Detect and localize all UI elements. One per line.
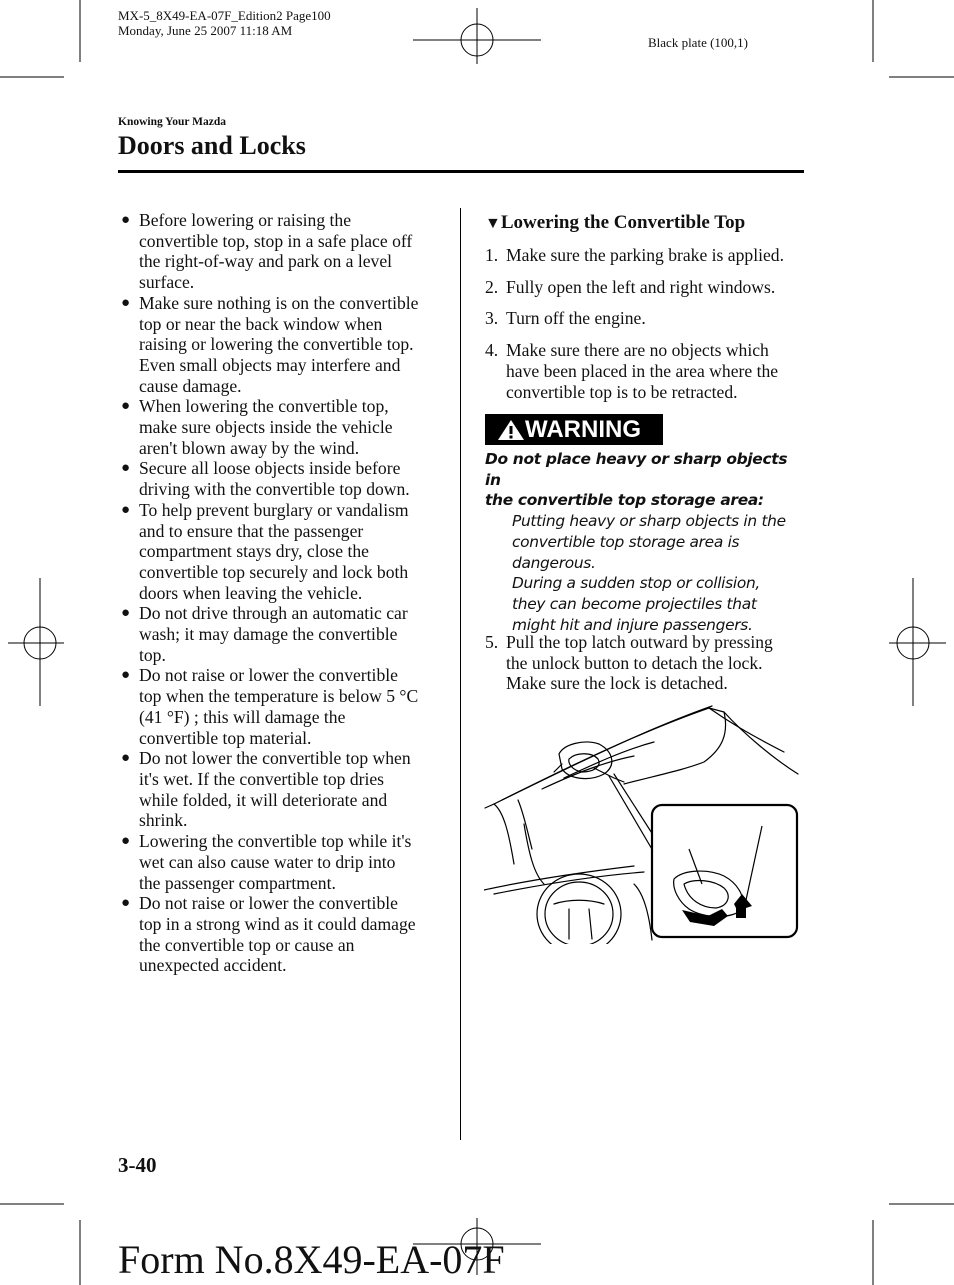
warning-label: WARNING (525, 416, 641, 443)
bullet-icon: ● (121, 750, 131, 767)
warning-text (485, 449, 805, 635)
convertible-top-latch-illustration (484, 704, 802, 944)
bullet-icon: ● (121, 398, 131, 415)
list-item: 5. Pull the top latch outward by pressing the unlock button to detach the lock. Make sure the lock is detached. (485, 632, 773, 694)
steps-list (485, 245, 805, 402)
form-number: Form No.8X49-EA-07F (118, 1237, 505, 1282)
print-info (118, 8, 331, 38)
warning-banner (485, 414, 663, 445)
print-info-line2: Monday, June 25 2007 11:18 AM (118, 23, 293, 38)
list-item: ● Secure all loose objects inside before driving with the convertible top down. (121, 458, 410, 500)
list-item: ● Do not raise or lower the convertible top in a strong wind as it could damage the convertible top or cause an unexpected accident. (121, 893, 416, 976)
subsection-title: Lowering the Convertible Top (500, 212, 746, 233)
page-title: Doors and Locks (118, 131, 306, 160)
warning-body: Putting heavy or sharp objects in the convertible top storage area is dangerous. During a sudden stop or collision, they can become projectiles that might hit and injure passengers. (512, 512, 786, 634)
bullet-icon: ● (121, 460, 131, 477)
bullet-icon: ● (121, 895, 131, 912)
list-item: ● Lowering the convertible top while it's wet can also cause water to drip into the passenger compartment. (121, 831, 412, 893)
title-rule (118, 170, 804, 173)
section-label: Knowing Your Mazda (118, 116, 226, 128)
precaution-list (118, 210, 440, 976)
warning-heading: Do not place heavy or sharp objects in the convertible top storage area: (485, 450, 788, 510)
bullet-icon: ● (121, 833, 131, 850)
list-item: ● Before lowering or raising the convertible top, stop in a safe place off the right-of-way and park on a level surface. (121, 210, 413, 293)
column-divider (460, 208, 461, 1140)
list-item: ● Make sure nothing is on the convertible top or near the back window when raising or lowering the convertible top. Even small objects may interfere and cause damage. (121, 292, 419, 396)
triangle-marker-icon: ▼ (485, 215, 501, 232)
page-number: 3-40 (118, 1153, 157, 1177)
bullet-icon: ● (121, 605, 131, 622)
step-5 (485, 632, 805, 694)
bullet-icon: ● (121, 501, 131, 518)
bullet-icon: ● (121, 667, 131, 684)
list-item: ● Do not raise or lower the convertible top when the temperature is below 5 °C (41 °F) ; this will damage the convertible top material. (121, 665, 419, 748)
list-item: 4. Make sure there are no objects which have been placed in the area where the convertible top is to be retracted. (485, 340, 779, 402)
list-item: ● Do not drive through an automatic car wash; it may damage the convertible top. (121, 603, 408, 665)
list-item: ● When lowering the convertible top, make sure objects inside the vehicle aren't blown away by the wind. (121, 396, 393, 458)
subsection-heading (485, 211, 805, 236)
bullet-icon: ● (121, 294, 131, 311)
list-item: ● To help prevent burglary or vandalism and to ensure that the passenger compartment stays dry, close the convertible top securely and lock both doors when leaving the vehicle. (121, 499, 409, 603)
print-info-line1: MX-5_8X49-EA-07F_Edition2 Page100 (118, 8, 331, 23)
list-item: ● Do not lower the convertible top when it's wet. If the convertible top dries while folded, it will deteriorate and shrink. (121, 748, 411, 831)
exclamation-triangle-icon (497, 419, 525, 441)
bullet-icon: ● (121, 212, 131, 228)
list-item: 3. Turn off the engine. (485, 308, 646, 329)
list-item: 1. Make sure the parking brake is applied. (485, 245, 784, 265)
plate-label: Black plate (100,1) (648, 35, 748, 50)
list-item: 2. Fully open the left and right windows. (485, 276, 776, 297)
